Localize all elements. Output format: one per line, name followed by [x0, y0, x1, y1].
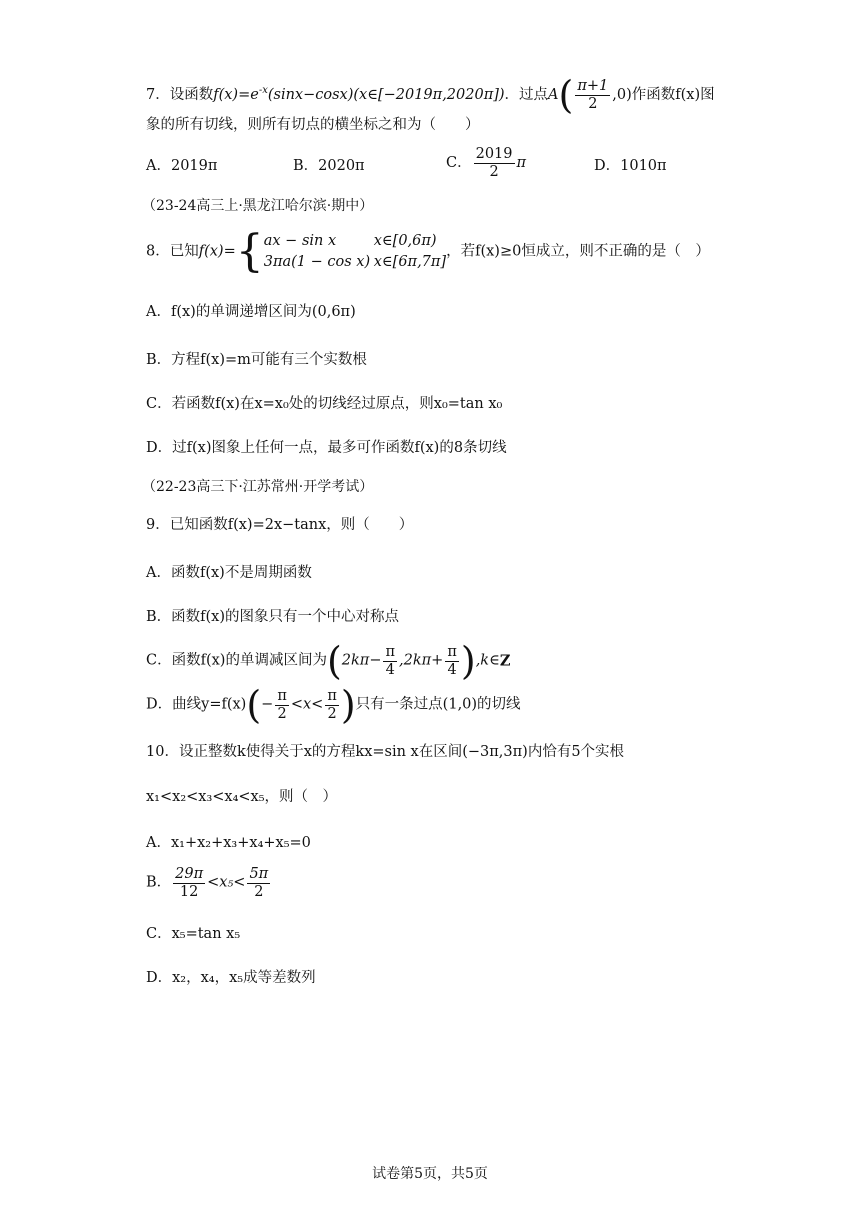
q8-stem: [146, 226, 710, 277]
q9-d-frac2-den: 2: [327, 705, 337, 722]
q8-row2: [264, 252, 446, 273]
q10-option-b-frac2: [247, 866, 270, 900]
q7-option-b: B．2020π: [293, 158, 365, 174]
q10-option-d: D．x₂，x₄，x₅成等差数列: [146, 970, 316, 986]
q10-option-b-frac1: [173, 866, 205, 900]
q7-exponent: -x: [258, 85, 268, 97]
q8-tail: ，若f(x)≥0恒成立，则不正确的是（ ）: [446, 243, 710, 260]
q7-line2: 象的所有切线，则所有切点的横坐标之和为（ ）: [146, 117, 480, 133]
q8-row1-domain: x∈[0,6π): [373, 232, 437, 249]
q8-option-a: A．f(x)的单调递增区间为(0,6π): [146, 304, 356, 320]
q9-option-c-left: 2kπ−: [341, 652, 382, 669]
q8-source: （23-24高三上·黑龙江哈尔滨·期中）: [142, 198, 374, 214]
q9-option-b: B．函数f(x)的图象只有一个中心对称点: [146, 609, 400, 625]
q9-option-c-frac1: [383, 644, 397, 678]
q8-row1: [264, 231, 446, 252]
q9-option-d-prefix: D．曲线y=f(x): [146, 696, 247, 713]
q9-option-c-frac2: [445, 644, 459, 678]
q7-option-c: [446, 146, 526, 180]
q9-option-d-minus: −: [261, 696, 274, 713]
q7-function: f(x)=e: [213, 87, 259, 103]
q7-tail: 作函数f(x)图: [631, 87, 715, 103]
q9-option-d-mid: <x<: [290, 696, 324, 713]
q9-option-c: [146, 639, 511, 683]
q7-number: 7．设函数: [146, 87, 214, 103]
q9-source: （22-23高三下·江苏常州·开学考试）: [142, 479, 374, 495]
q9-option-d-tail: 只有一条过点(1,0)的切线: [355, 696, 521, 713]
q8-row1-expr: ax − sin x: [263, 232, 337, 249]
q10-option-b-mid: <x₅<: [207, 874, 246, 891]
q7-option-a: A．2019π: [146, 158, 218, 174]
q7-body: (sinx−cosx)(x∈[−2019π,2020π]): [267, 87, 505, 103]
q10-option-b: [146, 866, 272, 900]
q10-line2: x₁<x₂<x₃<x₄<x₅，则（ ）: [146, 789, 338, 805]
q9-option-c-lparen: (: [326, 639, 342, 683]
q7-option-c-num: 2019: [475, 146, 513, 162]
q8-piecewise: [264, 231, 446, 273]
q9-d-frac1-num: π: [277, 687, 287, 704]
page-footer: 试卷第5页，共5页: [372, 1166, 488, 1182]
q10-option-a: A．x₁+x₂+x₃+x₄+x₅=0: [146, 835, 311, 851]
q9-option-d: [146, 683, 521, 727]
q8-function: f(x)=: [198, 243, 236, 260]
q7-option-c-pi: π: [516, 155, 527, 172]
q9-frac1-num: π: [385, 643, 396, 660]
q9-d-frac2-num: π: [327, 687, 337, 704]
q9-option-c-rparen: ): [460, 639, 476, 683]
q10-option-c: C．x₅=tan x₅: [146, 926, 241, 942]
q9-option-c-right: ,2kπ+: [399, 652, 444, 669]
q9-option-c-prefix: C．函数f(x)的单调减区间为: [146, 652, 327, 669]
q7-fraction: [575, 78, 610, 112]
q9-option-c-z: Z: [499, 652, 511, 670]
q7-point: A: [548, 87, 559, 103]
q9-option-d-frac1: [275, 688, 289, 722]
q10-option-b-den2: 2: [254, 883, 264, 900]
q10-option-b-den1: 12: [179, 883, 199, 900]
q9-d-frac1-den: 2: [277, 705, 287, 722]
q10-stem: 10．设正整数k使得关于x的方程kx=sin x在区间(−3π,3π)内恰有5个实根: [146, 744, 625, 760]
q9-frac1-den: 4: [385, 661, 395, 678]
q7-option-d: D．1010π: [594, 158, 667, 174]
q7-stem: [146, 73, 715, 117]
q9-stem: 9．已知函数f(x)=2x−tanx，则（ ）: [146, 517, 414, 533]
q7-option-c-label: C．: [446, 155, 472, 172]
q7-frac-num: π+1: [577, 77, 609, 94]
q9-option-d-lparen: (: [246, 683, 262, 727]
q9-frac2-num: π: [447, 643, 457, 660]
q8-brace: {: [235, 226, 264, 277]
q9-frac2-den: 4: [447, 661, 457, 678]
q7-option-c-den: 2: [489, 163, 499, 180]
q9-option-d-frac2: [325, 688, 339, 722]
q7-option-c-fraction: [474, 146, 515, 180]
q8-row2-domain: x∈[6π,7π]: [373, 254, 447, 270]
q9-option-c-k: ,k∈: [475, 652, 500, 669]
q7-point-tail: ,0): [612, 87, 632, 103]
q8-option-b: B．方程f(x)=m可能有三个实数根: [146, 352, 367, 368]
q9-option-d-rparen: ): [340, 683, 356, 727]
q10-option-b-num2: 5π: [249, 866, 269, 882]
q8-row2-expr: 3πa(1 − cos x): [263, 254, 371, 270]
q10-option-b-label: B．: [146, 874, 172, 891]
q8-number: 8．已知: [146, 243, 199, 260]
q10-option-b-num1: 29π: [175, 866, 204, 882]
q9-option-a: A．函数f(x)不是周期函数: [146, 565, 312, 581]
q8-option-c: C．若函数f(x)在x=x₀处的切线经过原点，则x₀=tan x₀: [146, 396, 503, 412]
q7-frac-den: 2: [588, 95, 598, 112]
q7-lparen: (: [558, 73, 574, 117]
q7-mid: ．过点: [504, 87, 549, 103]
q8-option-d: D．过f(x)图象上任何一点，最多可作函数f(x)的8条切线: [146, 440, 507, 456]
